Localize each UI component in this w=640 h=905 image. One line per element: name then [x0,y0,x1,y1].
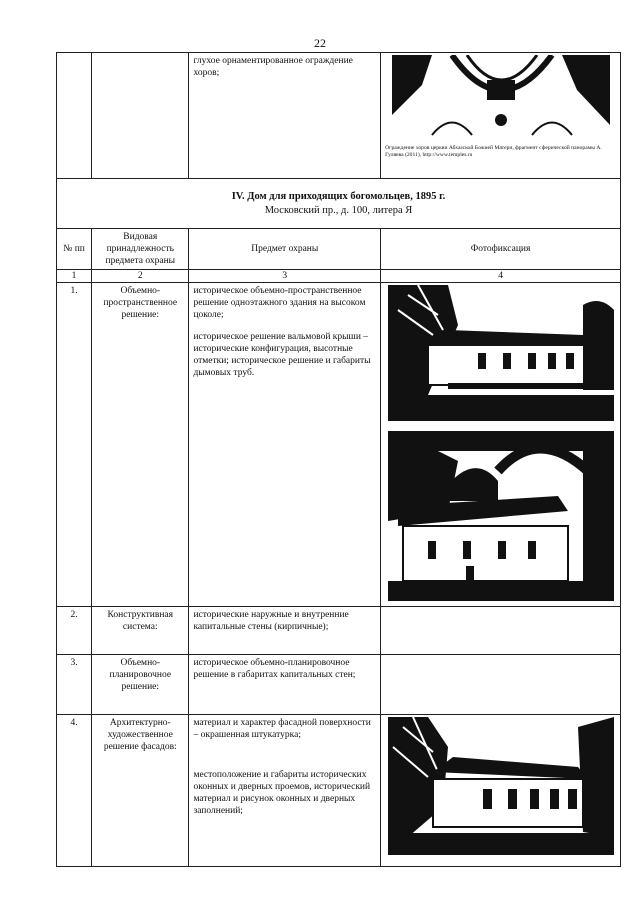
row-photos [381,655,621,715]
row-subject [189,655,381,715]
table-row [57,607,621,655]
column-number-row [57,270,621,283]
table-row [57,715,621,867]
row-category: Объемно-пространственное решение: [92,283,189,607]
cell-category [92,53,189,179]
section-heading [57,179,621,229]
row-category: Архитектурно-художественное решение фасадов: [92,715,189,867]
header-subject: Предмет охраны [189,229,381,270]
subject-item: историческое объемно-планировочное решение в габаритах капитальных стен; [193,658,356,680]
choir-railing-photo [392,55,610,143]
col-number: 2 [92,270,189,283]
row-number: 2. [57,607,92,655]
header-category: Видовая принадлежность предмета охраны [92,229,189,270]
row-category: Конструктивная система: [92,607,189,655]
subject-text: глухое орнаментированное ограждение хоров; [193,56,353,78]
row-photos [381,607,621,655]
cell-num [57,53,92,179]
section-title: IV. Дом для приходящих богомольцев, 1895 г. [231,190,446,202]
cell-photo [381,53,621,179]
row-number: 3. [57,655,92,715]
row-category: Объемно-планировочное решение: [92,655,189,715]
subject-item: местоположение и габариты исторических оконных и дверных проемов, исторический материал и рисунок оконных и дверных заполнений; [193,770,371,816]
page-number: 22 [314,36,326,50]
row-number: 4. [57,715,92,867]
subject-item: историческое решение вальмовой крыши – исторические конфигурация, высотные отметки; историческое решение и габариты дымовых труб. [193,332,371,378]
col-number: 4 [381,270,621,283]
protection-table [56,52,621,867]
row-number: 1. [57,283,92,607]
row-subject [189,715,381,867]
row-subject [189,607,381,655]
subject-item: исторические наружные и внутренние капитальные стены (кирпичные); [193,610,349,632]
header-photo: Фотофиксация [381,229,621,270]
header-row [57,229,621,270]
photo-caption: Ограждение хоров церкви Абхазской Божией Матери, фрагмент сферической панорамы А. Гуляева (2011), http://www.temples.ru [385,145,602,158]
col-number: 3 [189,270,381,283]
subject-item: историческое объемно-пространственное решение одноэтажного здания на высоком цоколе; [193,286,366,320]
building-photo-facade [388,717,614,855]
table-row [57,283,621,607]
table-row [57,53,621,179]
header-num: № пп [57,229,92,270]
col-number: 1 [57,270,92,283]
row-subject [189,283,381,607]
building-photo-corner [388,431,614,601]
subject-item: материал и характер фасадной поверхности – окрашенная штукатурка; [193,718,371,740]
section-heading-row [57,179,621,229]
row-photos [381,283,621,607]
cell-subject [189,53,381,179]
section-address: Московский пр., д. 100, литера Я [264,204,413,216]
table-row [57,655,621,715]
building-photo-side [388,285,614,421]
row-photos [381,715,621,867]
